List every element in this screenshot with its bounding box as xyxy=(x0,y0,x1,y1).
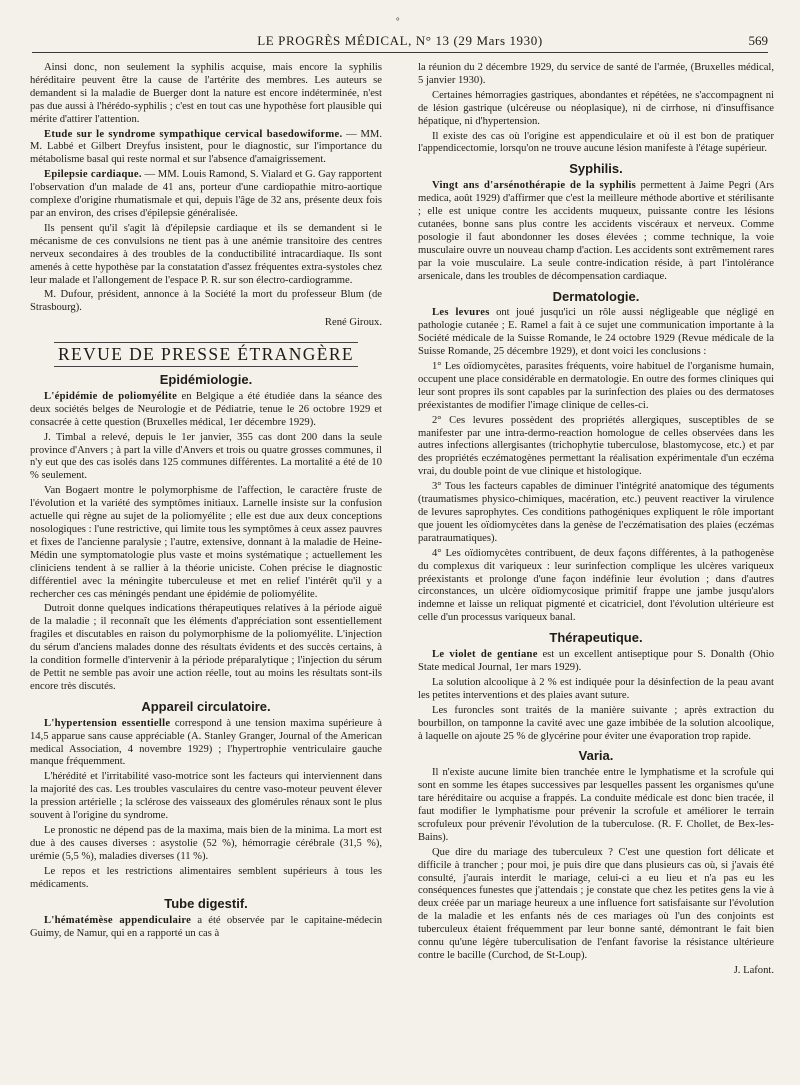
section-heading: Tube digestif. xyxy=(164,896,248,912)
section-heading: Thérapeutique. xyxy=(549,630,643,646)
paragraph-text: ont joué jusqu'ici un rôle aussi négligeable que négligé en pathologie cutanée ; E. Ramel a fait à ce sujet une communication importante à la Société médicale de la Suisse Romande, le 24 octobre 1929 (Revue médicale de la Suisse Romande, 25 décembre 1929), et dont voici les conclusions : xyxy=(418,307,774,358)
paragraph xyxy=(30,915,382,941)
paragraph xyxy=(30,391,382,430)
paragraph: 4° Les oïdiomycètes contribuent, de deux façons différentes, à la pathogenèse du complexus dit variqueux : leur surinfection complique les ulcères variqueux préexistants et prolonge d'une façon indéfinie leur évolution ; dans d'autres circonstances, un ulcère oïdiomycosique primitif frappe une jambe jusqu'alors indemne et laisse un reliquat pigmenté et cicatriciel, dont l'évolution ultérieure est celle d'un processus variqueux banal. xyxy=(418,547,774,624)
paragraph-text: correspond à une tension maxima supérieure à 14,5 apparue sans cause appréciable (A. Stanley Granger, Journal of the American medical Association, 4 novembre 1929) ; l'hypertrophie ventriculaire gauche manque fréquemment. xyxy=(30,717,382,768)
paragraph: L'hérédité et l'irritabilité vaso-motrice sont les facteurs qui interviennent dans la majorité des cas. Les troubles vasculaires du centre vaso-moteur peuvent élever la pression artérielle ; la sclérose des vaisseaux des glomérules rénaux sont le plus souvent à l'origine du syndrome. xyxy=(30,771,382,822)
paragraph: Ils pensent qu'il s'agit là d'épilepsie cardiaque et ils se demandent si le mécanisme de ces convulsions ne tient pas à une anémie transitoire des centres nerveux secondaires à des troubles de la conductibilité intracardiaque. Ils sont amenés à cette hypothèse par la constatation d'assez fréquentes extra-systoles chez leur malade et l'allongement de l'espace P. R. sur son électro-cardiogramme. xyxy=(30,222,382,286)
paragraph: Le pronostic ne dépend pas de la maxima, mais bien de la minima. La mort est due à des causes diverses : asystolie (52 %), hémorragie cérébrale (31,5 %), urémie (5,5 %), maladies diverses (11 %). xyxy=(30,824,382,862)
section-heading: Varia. xyxy=(578,748,614,764)
section-heading: Epidémiologie. xyxy=(159,372,253,388)
section-heading: Appareil circulatoire. xyxy=(141,698,271,714)
paragraph: Van Bogaert montre le polymorphisme de l'affection, le caractère fruste de l'évolution et la variété des symptômes initiaux. Larnelle insiste sur la confusion actuelle qui règne au sujet de la poliomyélite ; elle est due aux deux conceptions nosologiques : l'une restrictive, qui limite tous les symptômes à ceux assez pauvres et fixes de l'ancienne paralysie ; l'autre, extensive, donnant à la maladie de Heine-Médin une symptomatologie plus vaste et moins systématique ; actuellement les cliniciens tendent à se rallier à la théorie uniciste. Cohen précise le diagnostic différentiel avec la méningite tuberculeuse et met en relief l'intérêt qu'il y a rechercher ces cas méningés pendant une épidémie de poliomyélite. xyxy=(30,485,382,600)
paragraph-text: — MM. Louis Ramond, S. Vialard et G. Gay rapportent l'observation d'un malade de 41 ans, porteur d'une cardiopathie mitro-aortique complexe d'origine rhumatismale et qui, depuis l'âge de 32 ans, présente deux fois par an environ, des crises d'épilepsie généralisée. xyxy=(30,169,382,219)
article-lead: Les levures xyxy=(432,307,490,319)
paragraph: Dutroit donne quelques indications thérapeutiques relatives à la période aiguë de la maladie ; il reconnaît que les éléments d'appréciation sont essentiellement fragiles et discutables en raison du polymorphisme de la poliomyélite. L'injection du sérum d'anciens malades donne des résultats évidents et des succès certains, à la condition formelle d'intervenir à la période préparalytique ; l'injection du sérum de Pettit ne semble pas avoir une action réelle, tout au moins les résultats sont-ils encore très discutés. xyxy=(30,603,382,692)
running-title: LE PROGRÈS MÉDICAL, N° 13 (29 Mars 1930) xyxy=(257,33,543,48)
paragraph: 1° Les oïdiomycètes, parasites fréquents, voire habituel de l'organisme humain, occupent une place considérable en dermatologie. En outre des formes cliniques qui leur sont propres ils sont capables par la surinfection des plaies ou des dermatoses préexistantes de modifier l'image clinique de celles-ci. xyxy=(418,361,774,411)
author-signature: J. Lafont. xyxy=(733,964,774,976)
article-lead: L'hypertension essentielle xyxy=(44,717,171,729)
print-mark: ° xyxy=(396,16,400,26)
section-rubric: REVUE DE PRESSE ÉTRANGÈRE xyxy=(54,342,358,367)
paragraph xyxy=(418,307,774,359)
paragraph xyxy=(30,169,382,221)
article-lead: L'épidémie de poliomyélite xyxy=(44,390,178,402)
article-lead: Epilepsie cardiaque. xyxy=(44,169,142,181)
paragraph xyxy=(418,649,774,675)
article-lead: Le violet de gentiane xyxy=(432,649,538,661)
paragraph: Que dire du mariage des tuberculeux ? C'est une question fort délicate et difficile à trancher ; pour moi, je puis dire que dans plusieurs cas où, si j'avais été consulté, j'aurais interdit le mariage, celui-ci a eu lieu et n'a pas eu les conséquences funestes que j'attendais ; je constate que chez les petites gens la vie à deux créée par un mariage heureux a une influence fort satisfaisante sur l'évolution de la maladie et les enfants nés de ces mariages où l'un des conjoints est tuberculeux étaient fréquemment par leur bonne santé, démontrant le fait bien connu qu'une légère tuberculisation de l'enfant favorise la résistance ultérieure contre le bacille (Curchod, de St-Loup). xyxy=(418,846,774,961)
paragraph: Les furoncles sont traités de la manière suivante ; après extraction du bourbillon, on tamponne la cavité avec une gaze imbibée de la solution alcoolique, à laquelle on ajoute 25 % de glycérine pour éviter une évaporation trop rapide. xyxy=(418,704,774,742)
paragraph: Il existe des cas où l'origine est appendiculaire et où il est bon de pratiquer l'appendicectomie, lorsqu'on ne trouve aucune lésion manifeste à l'étage supérieur. xyxy=(418,130,774,155)
section-heading: Dermatologie. xyxy=(552,288,640,304)
paragraph xyxy=(30,129,382,168)
paragraph: Le repos et les restrictions alimentaires semblent supérieurs à tous les médicaments. xyxy=(30,865,382,890)
paragraph: 3° Tous les facteurs capables de diminuer l'intégrité anatomique des téguments (traumatismes physico-chimiques, macération, etc.) peuvent reactiver la virulence de levures saprophytes. Ces conditions pathogéniques expliquent le rôle important que jouent les oïdiomycètes dans la genèse de l'eczématisation des plaies (eczémas paratraumatiques). xyxy=(418,481,774,544)
paragraph: J. Timbal a relevé, depuis le 1er janvier, 355 cas dont 200 dans la seule province d'Anvers ; à part la ville d'Anvers et trois ou quatre grosses communes, il n'y eut que des cas isolés dans 125 communes différentes. La mortalité a été de 10 % seulement. xyxy=(30,431,382,482)
paragraph: La solution alcoolique à 2 % est indiquée pour la désinfection de la peau avant les petites interventions et des plaies avant suture. xyxy=(418,676,774,701)
paragraph-text: a été observée par le capitaine-médecin Guimy, de Namur, qui en a rapporté un cas à xyxy=(30,915,382,940)
paragraph: Il n'existe aucune limite bien tranchée entre le lymphatisme et la scrofule qui sont en somme les étapes successives par lesquelles passent les organismes qu'une tare héréditaire ou acquise a frappés. La conduite médicale est donc bien tracée, il faut modifier le lymphatisme pour prévenir la scrofule et améliorer le terrain scrofuleux pour prévenir l'évolution de la tuberculose. (R. F. Chollet, de Bex-les-Bains). xyxy=(418,767,774,843)
article-lead: L'hématémèse appendiculaire xyxy=(44,915,192,927)
paragraph xyxy=(30,718,382,770)
paragraph-text: est un excellent antiseptique pour S. Donalth (Ohio State medical Journal, 1er mars 1929). xyxy=(418,649,774,673)
paragraph-text: — MM. M. Labbé et Gilbert Dreyfus insistent, pour le diagnostic, sur l'importance du métabolisme basal qui reste normal et sur l'absence d'amaigrissement. xyxy=(30,128,382,166)
right-column xyxy=(418,62,774,980)
paragraph: Ainsi donc, non seulement la syphilis acquise, mais encore la syphilis héréditaire peuvent être la cause de l'artérite des membres. Les auteurs se demandent si la maladie de Buerger dont la nature est encore indéterminée, n'est pas due aussi à l'hérédo-syphilis ; c'est en tout cas une hypothèse fort plausible qui mérite d'attirer l'attention. xyxy=(30,62,382,125)
paragraph: la réunion du 2 décembre 1929, du service de santé de l'armée, (Bruxelles médical, 5 janvier 1930). xyxy=(418,62,774,86)
running-header xyxy=(32,30,768,53)
left-column xyxy=(30,62,382,943)
paragraph xyxy=(418,180,774,283)
author-signature: René Giroux. xyxy=(324,317,382,329)
page-number: 569 xyxy=(748,33,768,48)
article-lead: Vingt ans d'arsénothérapie de la syphilis xyxy=(432,180,637,192)
section-heading: Syphilis. xyxy=(569,161,623,177)
paragraph-text: permettent à Jaime Pegri (Ars medica, août 1929) d'affirmer que c'est la meilleure méthode abortive et stérilisante ; elle est unique contre les accidents muqueux, puissante contre les lésions cutanées, bonne sans plus contre les accidents viscéraux et nerveux. Comme posologie il faut abondonner les doses élevées ; comme technique, la voie musculaire ouvre un nouveau champ d'action. Les accidents sont extrêmement rares par la voie musculaire. La seule contre-indication réside, à part l'intolérance arsenicale, dans les troubles de décompensation cardiaque. xyxy=(418,180,774,282)
paragraph: 2° Ces levures possèdent des propriétés allergiques, susceptibles de se manifester par une intra-dermo-reaction homologue de celles observées dans les autres infections allergisantes (trichophytie tuberculose, blastomycose, etc.) et par des propriétés eczématogènes permettant la réalisation expérimentale d'un eczéma vrai, du double point de vue clinique et histologique. xyxy=(418,414,774,478)
article-lead: Etude sur le syndrome sympathique cervical basedowiforme. xyxy=(44,128,343,140)
paragraph: M. Dufour, président, annonce à la Société la mort du professeur Blum (de Strasbourg). xyxy=(30,289,382,314)
paragraph: Certaines hémorragies gastriques, abondantes et répétées, ne s'accompagnent ni de lésion gastrique (ulcéreuse ou néoplasique), ni de cirrhose, ni d'insuffisance hépatique, ni d'hypertension. xyxy=(418,89,774,127)
paragraph-text: en Belgique a été étudiée dans la séance des deux sociétés belges de Neurologie et de Pédiatrie, tenue le 26 octobre 1929 et consacrée à cette question (Bruxelles médical, 1er décembre 1929). xyxy=(30,390,382,428)
